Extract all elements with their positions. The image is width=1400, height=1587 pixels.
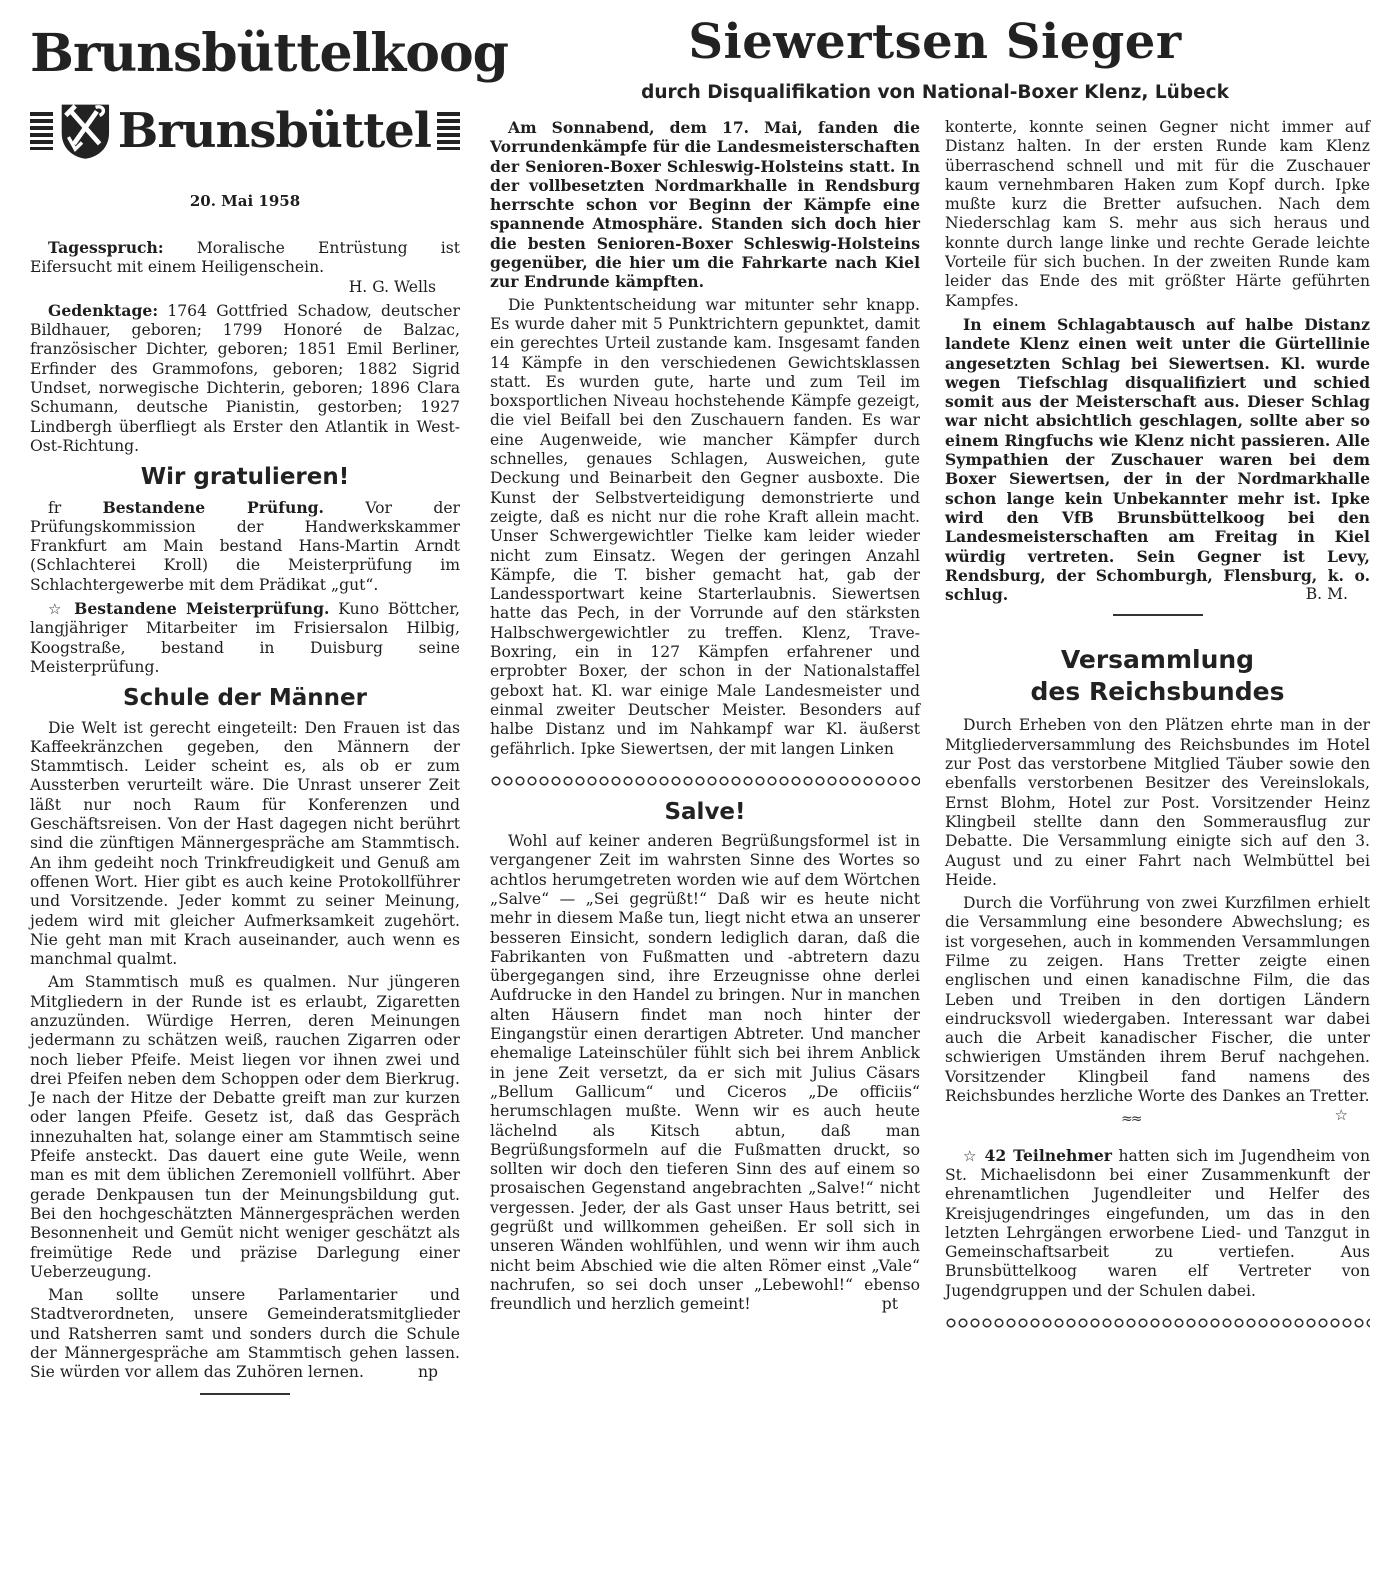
reichsbund-heading — [945, 644, 1370, 708]
boxing-headline: Siewertsen Sieger — [688, 14, 1182, 70]
small-wave-ornament: ≈≈ — [1121, 1111, 1141, 1128]
meister-label: Bestandene Meisterprüfung. — [74, 599, 330, 619]
middle-column — [490, 118, 920, 1319]
masthead-title-line1: Brunsbüttelkoog — [30, 23, 509, 84]
reichsbund-paragraph: Durch Erheben von den Plätzen ehrte man in der Mitgliederversammlung des Reichsbundes im Hotel zur Post das verstorbene Mitglied Täuber sowie den ebenfalls verstorbenen Besitzer des Vereinslokals, Ernst Blohm, Hotel zur Post. Vorsitzender Heinz Klingbeil stellte dann den Sommerausflug zur Debatte. Die Versammlung einigte sich auf den 3. August und zu einer Fahrt nach Welmbüttel bei Heide. — [945, 716, 1370, 889]
star-icon: ☆ — [48, 600, 66, 619]
star-icon: ☆ — [963, 1146, 978, 1165]
issue-date: 20. Mai 1958 — [189, 192, 301, 210]
salve-signature: pt — [881, 1295, 898, 1314]
star-icon: ☆ — [1334, 1106, 1348, 1125]
salve-body — [490, 832, 920, 1314]
teilnehmer-text: hatten sich im Jugendheim von St. Michaelisdonn bei einer Zusammenkunft der ehrenamtlichen Jugendleiter und Helfer des Kreisjugendringes eingefunden, um das in den letzten Lehrgängen erworbene Lied- und Tanzgut in Gemeinschaftsarbeit zu vertiefen. Aus Brunsbüttelkoog waren elf Vertreter von Jugendgruppen und der Schulen dabei. — [945, 1146, 1370, 1300]
coat-of-arms-anchor-icon — [59, 88, 112, 174]
section-end-rule — [200, 1393, 290, 1395]
reichsbund-heading-line2: des Reichsbundes — [1030, 677, 1285, 707]
meister-text: Kuno Böttcher, langjähriger Mitarbeiter im Frisiersalon Hilbig, Koogstraße, bestand in Duisburg seine Meisterprüfung. — [30, 600, 460, 676]
schule-heading: Schule der Männer — [123, 685, 367, 712]
tagesspruch — [30, 238, 460, 297]
gedenktage-text: 1764 Gottfried Schadow, deutscher Bildhauer, geboren; 1799 Honoré de Balzac, französischer Dichter, geboren; 1851 Emil Berliner, Erfinder des Grammofons, geboren; 1882 Sigrid Undset, norwegische Dichterin, geboren; 1896 Clara Schumann, deutsche Pianistin, gestorben; 1927 Lindbergh überfliegt als Erster den Atlantik in West-Ost-Richtung. — [30, 301, 460, 455]
salve-text: Wohl auf keiner anderen Begrüßungsformel ist in vergangener Zeit im wahrsten Sinne des Wortes so achtlos herumgetreten worden wie auf dem Wörtchen „Salve“ — „Sei gegrüßt!“ Daß wir es heute nicht mehr in diesem Maße tun, liegt nicht etwa an unserer besseren Einsicht, sondern lediglich daran, daß die Fabrikanten von Fußmatten und -abtretern dazu übergegangen sind, ihre Erzeugnisse ohne derlei Aufdrucke in den Handel zu bringen. Nur in manchen alten Häusern findet man noch hinter der Eingangstür einen derartigen Abtreter. Und mancher ehemalige Lateinschüler fühlt sich bei ihrem Anblick in jene Zeit versetzt, da er sich mit Julius Cäsars „Bellum Gallicum“ und Ciceros „De officiis“ herumschlagen mußte. Wenn wir es auch heute lächelnd als Kitsch abtun, daß man Begrüßungsformeln auf die Fußmatten druckt, so sollten wir doch den tieferen Sinn des auf einem so prosaischen Gegenstand angebrachten „Salve!“ nicht vergessen. Jeder, der als Gast unser Haus betritt, sei gegrüßt und willkommen geheißen. Er soll sich in unseren Wänden wohlfühlen, und wenn wir ihm auch nicht beim Abschied wie die alten Römer einst „Vale“ nachrufen, so sei doch unser „Lebewohl!“ ebenso freundlich und herzlich gemeint! — [490, 832, 920, 1314]
boxing-lead: Am Sonnabend, dem 17. Mai, fanden die Vorrundenkämpfe für die Landesmeisterschaften der Senioren-Boxer Schleswig-Holsteins statt. In der vollbesetzten Nordmarkhalle in Rendsburg herrschte schon vor Beginn der Kämpfe eine spannende Atmosphäre. Standen sich doch hier die besten Senioren-Boxer Schleswig-Holsteins gegenüber, die hier um die Fahrkarte nach Kiel zur Endrunde kämpften. — [490, 118, 920, 292]
reichsbund-paragraph — [945, 894, 1370, 1125]
boxing-subheadline: durch Disqualifikation von National-Boxer Klenz, Lübeck — [641, 82, 1229, 103]
schule-paragraph-text: Man sollte unsere Parlamentarier und Stadtverordneten, unsere Gemeinderatsmitglieder und Ratsherren samt und sonders durch die Schule der Männergespräche am Stammtisch gehen lassen. Sie würden vor allem das Zuhören lernen. — [30, 1286, 460, 1382]
schule-paragraph — [30, 1286, 460, 1382]
pruefung-prefix: fr — [48, 498, 62, 517]
gedenktage — [30, 301, 460, 456]
boxing-signature: B. M. — [1305, 585, 1348, 604]
boxing-continuation: konterte, konnte seinen Gegner nicht immer auf Distanz halten. In der ersten Runde kam Klenz überraschend schnell und mit für die Zuschauer kaum vernehmbaren Haken zum Kopf durch. Ipke mußte kurz die Bretter aufsuchen. Nach dem Niederschlag kam S. mehr aus sich heraus und konnte durch lange linke und rechte Gerade leichte Vorteile für sich buchen. In der zweiten Runde kam leider das Ende des mit größter Härte geführten Kampfes. — [945, 118, 1370, 310]
pruefung-text: Vor der Prüfungskommission der Handwerkskammer Frankfurt am Main bestand Hans-Martin Arndt (Schlachterei Kroll) die Meisterprüfung im Schlachtergewerbe mit dem Prädikat „gut“. — [30, 498, 460, 594]
boxing-closing-text: In einem Schlagabtausch auf halbe Distanz landete Klenz einen weit unter die Gürtellinie angesetzten Schlag bei Siewertsen. Kl. wurde wegen Tiefschlag disqualifiziert und schied somit aus der Meisterschaft aus. Dieser Schlag war nicht absichtlich geschlagen, sollte aber so einem Ringfuchs wie Klenz nicht passieren. Alle Sympathien der Zuschauer waren bei dem Boxer Siewertsen, der in der Nordmarkhalle schon lange kein Unbekannter mehr ist. Ipke wird den VfB Brunsbüttelkoog bei den Landesmeisterschaften am Freitag in Kiel würdig vertreten. Sein Gegner ist Levy, Rendsburg, der Schomburgh, Flensburg, k. o. schlug. — [945, 314, 1370, 605]
right-column — [945, 118, 1370, 1345]
salve-heading: Salve! — [664, 798, 746, 825]
schule-paragraph: Die Welt ist gerecht eingeteilt: Den Frauen ist das Kaffeekränzchen gegeben, den Männern der Stammtisch. Leider scheint es, als ob er zum Aussterben verurteilt wäre. Die Unrast unserer Zeit läßt nur noch Raum für Konferenzen und Geschäftsreisen. Von der Hast dagegen nicht berührt sind die zünftigen Männergespräche am Stammtisch. An ihm gedeiht noch Trinkfreudigkeit und Genuß am offenen Wort. Hier gibt es auch keine Protokollführer und Vorsitzende. Jeder kommt zu seiner Meinung, jedem wird mit gleicher Aufmerksamkeit zugehört. Nie geht man mit Krach auseinander, auch wenn es manchmal qualmt. — [30, 718, 460, 969]
schule-paragraph: Am Stammtisch muß es qualmen. Nur jüngeren Mitgliedern in der Runde ist es erlaubt, Zigaretten anzuzünden. Würdige Herren, deren Meinungen jedermann zu schätzen weiß, rauchen Zigarren oder noch lieber Pfeife. Meist liegen vor ihnen zwei und drei Pfeifen neben dem Schoppen oder dem Bierkrug. Je nach der Hitze der Debatte greift man zur kurzen oder langen Pfeife. Gesetz ist, daß das Gespräch innezuhalten hat, solange einer am Stammtisch seine Pfeife ansteckt. Das dauert eine gute Weile, wenn man es mit dem üblichen Zeremoniell vollführt. Aber gerade Denkpausen tun der Meinungsbildung gut. Bei den hochgeschätzten Männergesprächen werden Besonnenheit und Gemüt nicht weniger geschätzt als freimütige Rede und präzise Darlegung einer Ueberzeugung. — [30, 973, 460, 1281]
pruefung-label: Bestandene Prüfung. — [102, 497, 324, 517]
tagesspruch-text: Moralische Entrüstung ist Eifersucht mit einem Heiligenschein. — [30, 239, 460, 277]
reichsbund-paragraph-text: Durch die Vorführung von zwei Kurzfilmen erhielt die Versammlung eine besondere Abwechslung; es ist vorgesehen, auch in kommenden Versammlungen Filme zu zeigen. Hans Tretter zeigte einen englischen und einen kanadischne Film, die das Leben und Treiben in den dortigen Ländern eindrucksvoll wiedergaben. Interessant war dabei auch die Arbeit kanadischer Fischer, die unter schwierigen Umständen ihrem Beruf nachgehen. Vorsitzender Klingbeil fand namens des Reichsbundes herzliche Worte des Dankes an Tretter. — [945, 894, 1370, 1106]
ornamental-divider — [490, 775, 920, 787]
left-column — [30, 238, 460, 1395]
teilnehmer-label: 42 Teilnehmer — [984, 1145, 1112, 1165]
boxing-body: Die Punktentscheidung war mitunter sehr knapp. Es wurde daher mit 5 Punktrichtern gepunktet, damit ein gerechtes Urteil zustande kam. Insgesamt fanden 14 Kämpfe in den verschiedenen Gewichtsklassen statt. Es wurden gute, harte und zum Teil im boxsportlichen Niveau hochstehende Kämpfe gezeigt, die viel Beifall bei den Zuschauern fanden. Es war eine Augenweide, wie mancher Kämpfer durch schnelles, genaues Schlagen, Ausweichen, gute Deckung und Beinarbeit den Gegner ausboxte. Die Kunst der Selbstverteidigung demonstrierte und zeigte, daß es nicht nur die rohe Kraft allein macht. Unser Schwergewichtler Tielke kam leider wieder nicht zum Einsatz. Wegen der geringen Anzahl Kämpfe, die T. bisher gemacht hat, gab der Landessportwart keine Starterlaubnis. Siewertsen hatte das Pech, in der Vorrunde auf den stärksten Halbschwergewichtler zu treffen. Klenz, Trave-Boxring, ein in 127 Kämpfen erfahrener und erprobter Boxer, der schon in der Nationalstaffel geboxt hat. Kl. war einige Male Landesmeister und einmal zweiter Deutscher Meister. Besonders auf halbe Distanz und im Nahkampf war Kl. äußerst gefährlich. Ipke Siewertsen, der mit langen Linken — [490, 295, 920, 758]
boxing-closing — [945, 315, 1370, 604]
meister-notice — [30, 599, 460, 677]
ribbon-left-ornament — [30, 112, 53, 150]
schule-signature: np — [417, 1363, 438, 1382]
teilnehmer-notice — [945, 1146, 1370, 1301]
tagesspruch-author: H. G. Wells — [348, 277, 436, 296]
gedenktage-label: Gedenktage: — [48, 300, 159, 320]
tagesspruch-label: Tagesspruch: — [48, 238, 164, 257]
pruefung-notice — [30, 498, 460, 595]
section-end-rule — [1113, 614, 1203, 616]
ornamental-divider — [945, 1317, 1370, 1329]
gratulieren-heading: Wir gratulieren! — [140, 464, 350, 491]
masthead-row2 — [30, 88, 460, 174]
masthead — [30, 22, 509, 210]
ribbon-right-ornament — [437, 112, 460, 150]
masthead-title-line2: Brunsbüttel — [117, 103, 432, 159]
reichsbund-heading-line1: Versammlung — [1060, 645, 1255, 675]
